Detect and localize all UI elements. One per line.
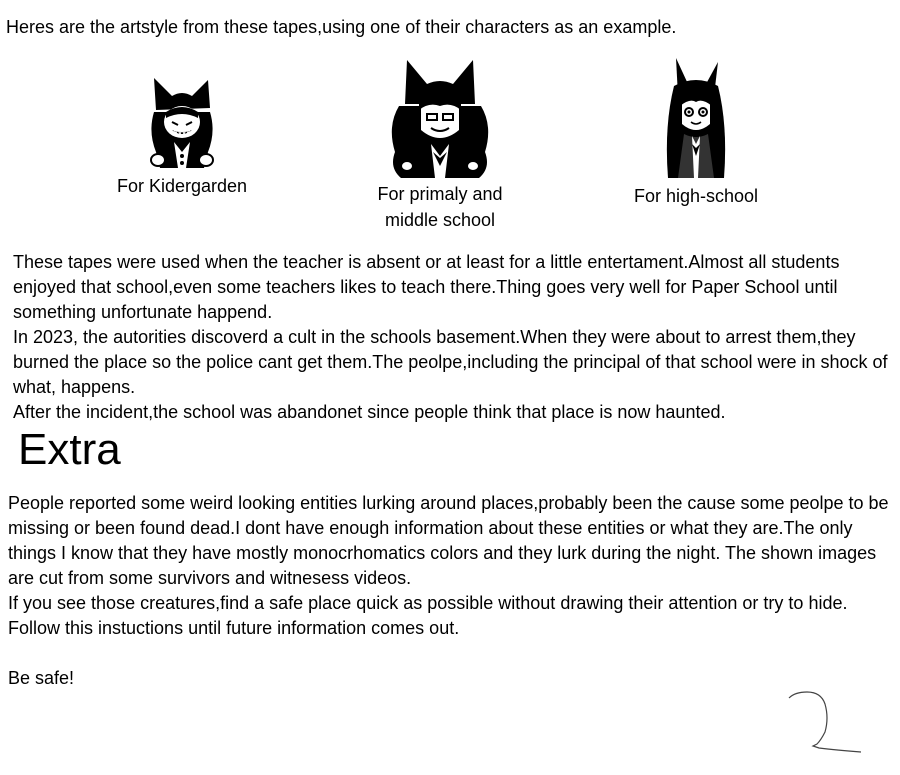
caption-primary-line1: For primaly and [377, 184, 503, 204]
figure-primary-middle [360, 56, 520, 232]
story-section [13, 250, 900, 425]
paragraph-spacer [8, 641, 900, 666]
extra-section [8, 491, 900, 691]
caption-kindergarten: For Kidergarden [116, 176, 248, 196]
figure-kindergarten [102, 72, 262, 198]
caption-highschool: For high-school [633, 186, 759, 206]
figure-highschool [616, 56, 776, 208]
story-paragraph-1: These tapes were used when the teacher is absent or at least for a little entertament.Almost all students enjoyed that school,even some teachers likes to teach there.Thing goes very well for Paper School until something unfortunate happend. [13, 252, 840, 322]
caption-primary-line2: middle school [384, 210, 496, 230]
extra-paragraph-3: Follow this instuctions until future information comes out. [8, 618, 460, 638]
highschool-character-drawing [656, 56, 736, 180]
primary-character-drawing [385, 56, 495, 180]
intro-text: Heres are the artstyle from these tapes,using one of their characters as an example. [6, 17, 677, 37]
extra-paragraph-2: If you see those creatures,find a safe place quick as possible without drawing their attention or try to hide. [8, 593, 848, 613]
extra-paragraph-1: People reported some weird looking entities lurking around places,probably been the cause some peolpe to be missing or been found dead.I dont have enough information about these entities or what they are.The only things I know that they have mostly monocrhomatics colors and they lurk during the night. The shown images are cut from some survivors and witnesess videos. [8, 493, 889, 588]
extra-heading: Extra [18, 425, 121, 474]
story-paragraph-2: In 2023, the autorities discoverd a cult in the schools basement.When they were about to arrest them,they burned the place so the police cant get them.The peolpe,including the principal of that school were in shock of what, happens. [13, 327, 888, 397]
closing-line: Be safe! [8, 668, 75, 688]
story-paragraph-3: After the incident,the school was abandonet since people think that place is now haunted. [13, 402, 726, 422]
kindergarten-character-drawing [142, 72, 222, 172]
signature-scribble [785, 688, 865, 758]
